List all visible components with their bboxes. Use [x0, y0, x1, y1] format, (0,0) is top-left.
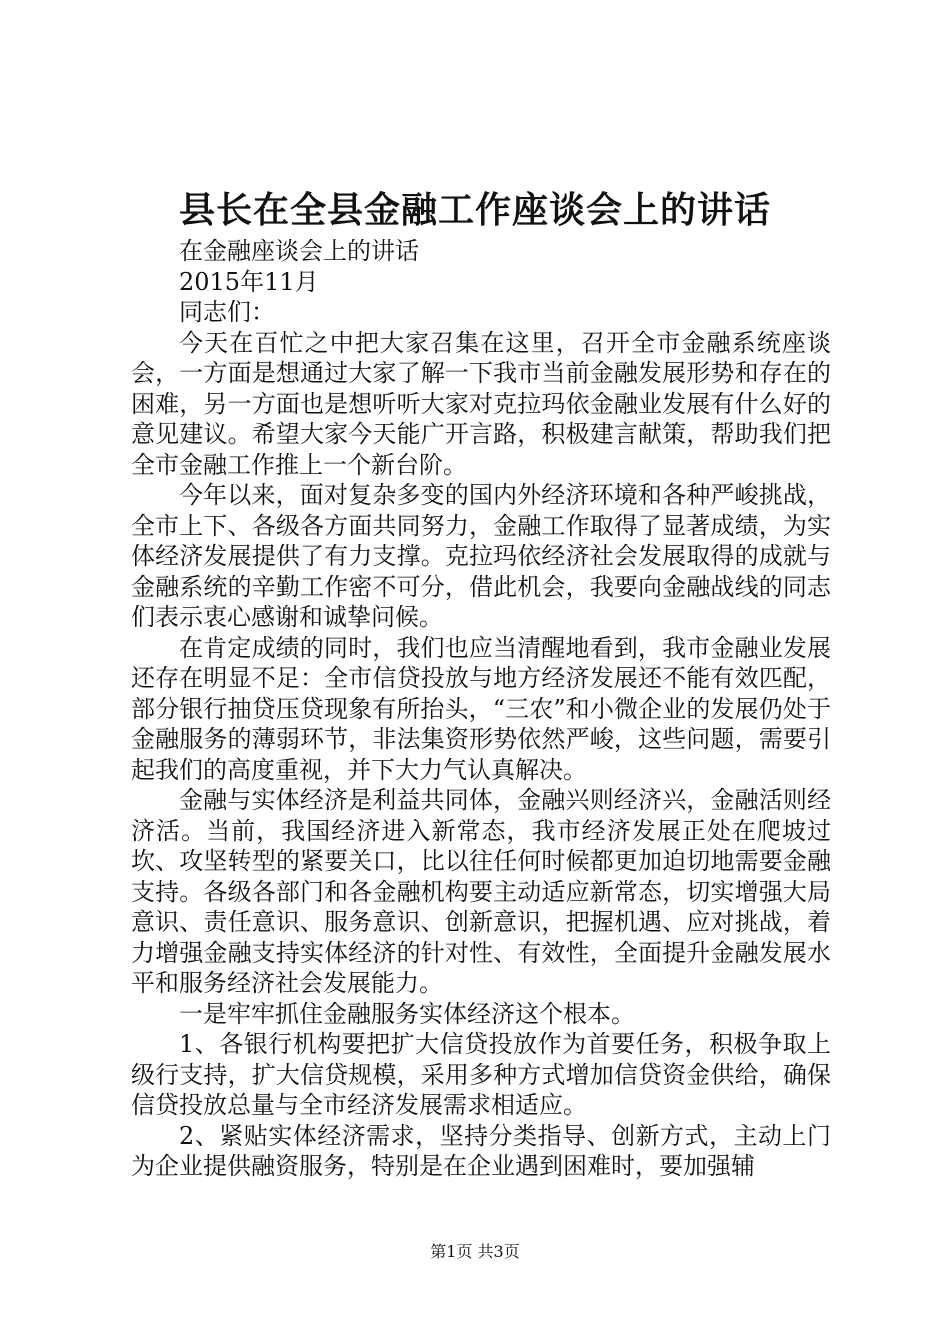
list-item: 1、各银行机构要把扩大信贷投放作为首要任务，积极争取上级行支持，扩大信贷规模，采用多种方式增加信贷资金供给，确保信贷投放总量与全市经济发展需求相适应。 [131, 1030, 831, 1119]
list-item: 2、紧贴实体经济需求，坚持分类指导、创新方式，主动上门为企业提供融资服务，特别是在企业遇到困难时，要加强辅 [131, 1121, 831, 1180]
body-paragraph: 今年以来，面对复杂多变的国内外经济环境和各种严峻挑战，全市上下、各级各方面共同努力，金融工作取得了显著成绩，为实体经济发展提供了有力支撑。克拉玛依经济社会发展取得的成就与金融系统的辛勤工作密不可分，借此机会，我要向金融战线的同志们表示衷心感谢和诚挚问候。 [131, 481, 831, 631]
salutation: 同志们： [179, 298, 275, 326]
document-date: 2015年11月 [179, 267, 319, 296]
section-heading: 一是牢牢抓住金融服务实体经济这个根本。 [179, 999, 635, 1028]
document-body [131, 236, 831, 1182]
body-paragraph: 金融与实体经济是利益共同体，金融兴则经济兴，金融活则经济活。当前，我国经济进入新常态，我市经济发展正处在爬坡过坎、攻坚转型的紧要关口，比以往任何时候都更加迫切地需要金融支持。各级各部门和各金融机构要主动适应新常态，切实增强大局意识、责任意识、服务意识、创新意识，把握机遇、应对挑战，着力增强金融支持实体经济的针对性、有效性，全面提升金融发展水平和服务经济社会发展能力。 [131, 786, 831, 997]
page-footer: 第1页 共3页 [430, 1242, 520, 1261]
body-paragraph: 今天在百忙之中把大家召集在这里，召开全市金融系统座谈会，一方面是想通过大家了解一下我市当前金融发展形势和存在的困难，另一方面也是想听听大家对克拉玛依金融业发展有什么好的意见建议。希望大家今天能广开言路，积极建言献策，帮助我们把全市金融工作推上一个新台阶。 [131, 328, 831, 479]
body-paragraph: 在肯定成绩的同时，我们也应当清醒地看到，我市金融业发展还存在明显不足：全市信贷投放与地方经济发展还不能有效匹配，部分银行抽贷压贷现象有所抬头，“三农”和小微企业的发展仍处于金融服务的薄弱环节，非法集资形势依然严峻，这些问题，需要引起我们的高度重视，并下大力气认真解决。 [131, 633, 831, 784]
document-subtitle: 在金融座谈会上的讲话 [179, 237, 419, 265]
document-title: 县长在全县金融工作座谈会上的讲话 [178, 189, 771, 231]
